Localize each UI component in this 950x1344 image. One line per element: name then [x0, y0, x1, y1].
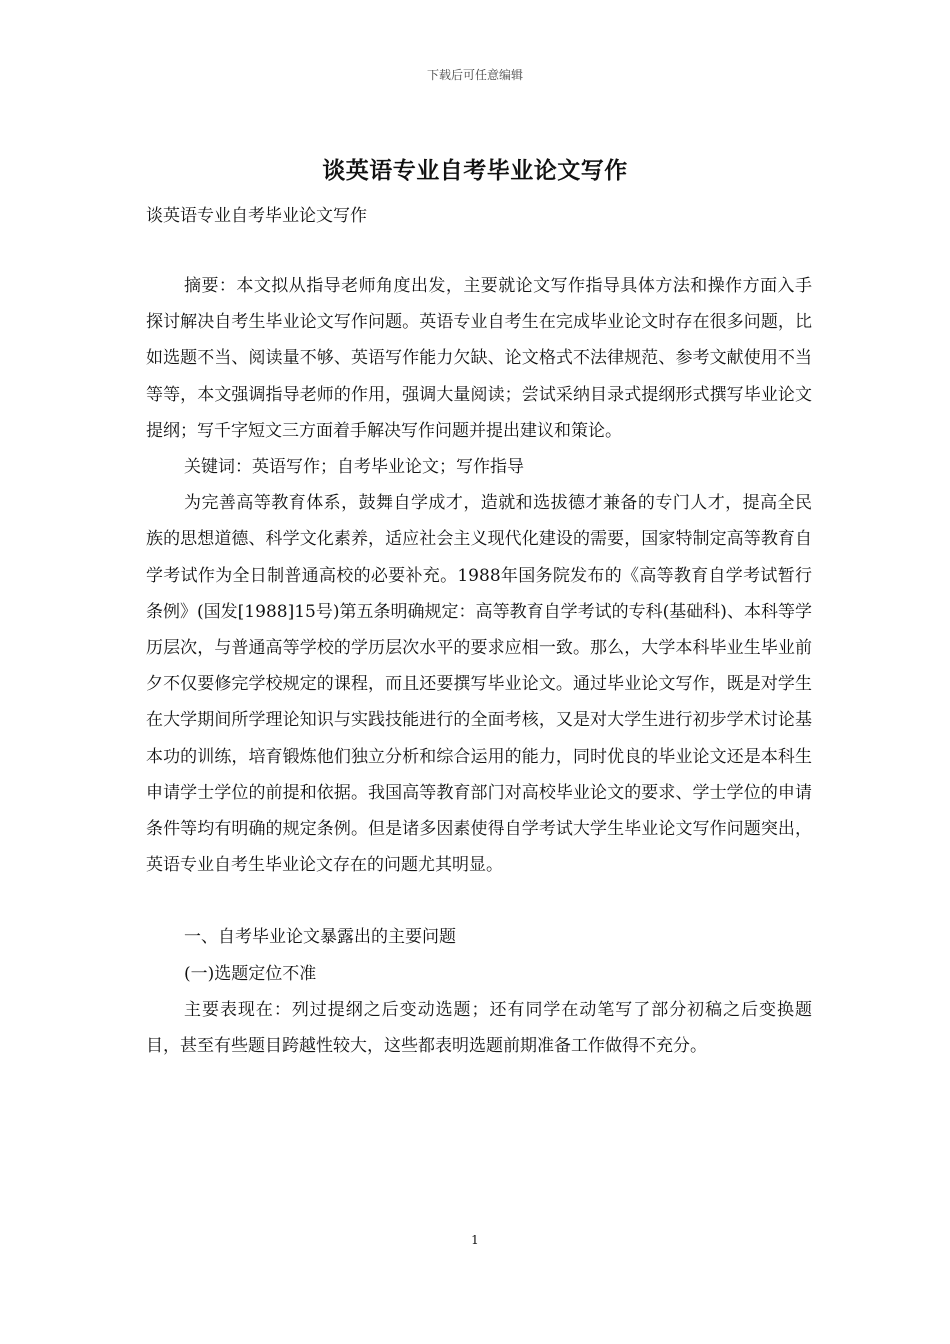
abstract-paragraph: 摘要：本文拟从指导老师角度出发，主要就论文写作指导具体方法和操作方面入手探讨解决自考生毕业论文写作问题。英语专业自考生在完成毕业论文时存在很多问题，比如选题不当、阅读量不够、英语写作能力欠缺、论文格式不法律规范、参考文献使用不当等等，本文强调指导老师的作用，强调大量阅读；尝试采纳目录式提纲形式撰写毕业论文提纲；写千字短文三方面着手解决写作问题并提出建议和策论。	[146, 276, 812, 441]
document-title: 谈英语专业自考毕业论文写作	[322, 157, 628, 184]
document-subtitle: 谈英语专业自考毕业论文写作	[146, 206, 367, 226]
document-body	[146, 268, 812, 1064]
section-heading: 一、自考毕业论文暴露出的主要问题	[184, 927, 456, 948]
page-header: 下载后可任意编辑	[426, 68, 523, 82]
keywords-paragraph: 关键词：英语写作；自考毕业论文；写作指导	[184, 457, 524, 478]
intro-paragraph: 为完善高等教育体系，鼓舞自学成才，造就和选拔德才兼备的专门人才，提高全民族的思想道德、科学文化素养，适应社会主义现代化建设的需要，国家特制定高等教育自学考试作为全日制普通高校的必要补充。1988年国务院发布的《高等教育自学考试暂行条例》(国发[1988]15号)第五条明确规定：高等教育自学考试的专科(基础科)、本科等学历层次，与普通高等学校的学历层次水平的要求应相一致。那么，大学本科毕业生毕业前夕不仅要修完学校规定的课程，而且还要撰写毕业论文。通过毕业论文写作，既是对学生在大学期间所学理论知识与实践技能进行的全面考核，又是对大学生进行初步学术讨论基本功的训练，培育锻炼他们独立分析和综合运用的能力，同时优良的毕业论文还是本科生申请学士学位的前提和依据。我国高等教育部门对高校毕业论文的要求、学士学位的申请条件等均有明确的规定条例。但是诸多因素使得自学考试大学生毕业论文写作问题突出，英语专业自考生毕业论文存在的问题尤其明显。	[146, 493, 812, 876]
page-number: 1	[471, 1233, 479, 1247]
body-paragraph: 主要表现在：列过提纲之后变动选题；还有同学在动笔写了部分初稿之后变换题目，甚至有些题目跨越性较大，这些都表明选题前期准备工作做得不充分。	[146, 999, 812, 1057]
subsection-heading: (一)选题定位不准	[184, 963, 317, 984]
